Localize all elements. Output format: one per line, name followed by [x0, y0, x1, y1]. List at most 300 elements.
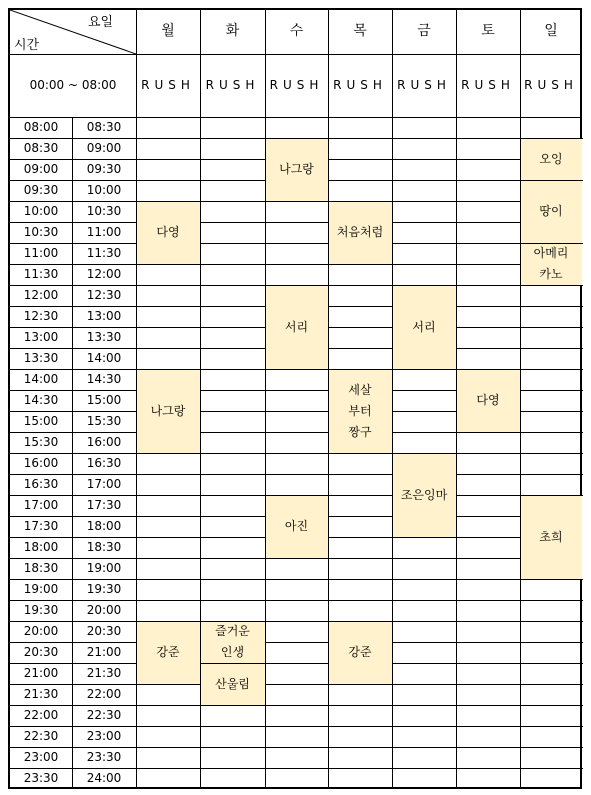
grid-line: [10, 264, 136, 265]
grid-line: [265, 726, 329, 727]
rush-cell: RUSH: [269, 78, 324, 92]
grid-line: [136, 495, 201, 496]
grid-line: [520, 180, 583, 181]
corner-time-label: 시간: [14, 38, 40, 53]
time-end: 11:30: [86, 246, 122, 260]
time-end: 24:00: [86, 771, 122, 785]
grid-line: [200, 579, 266, 580]
booking-cell: 다영: [456, 369, 520, 432]
grid-line: [265, 663, 329, 664]
grid-line: [520, 747, 583, 748]
time-start: 08:30: [23, 141, 59, 155]
grid-line: [200, 327, 266, 328]
grid-line: [136, 747, 201, 748]
grid-line: [265, 705, 329, 706]
grid-line: [520, 579, 583, 580]
grid-line: [10, 390, 136, 391]
grid-line: [328, 306, 393, 307]
corner-day-label: 요일: [88, 15, 114, 30]
grid-line: [10, 537, 136, 538]
grid-line: [265, 10, 266, 789]
time-end: 10:30: [86, 204, 122, 218]
grid-line: [265, 390, 329, 391]
grid-line: [136, 768, 201, 769]
grid-line: [10, 579, 136, 580]
time-end: 20:30: [86, 624, 122, 638]
grid-line: [392, 180, 457, 181]
grid-line: [456, 726, 521, 727]
time-start: 18:30: [23, 561, 59, 575]
grid-line: [136, 600, 201, 601]
grid-line: [10, 621, 136, 622]
time-end: 15:00: [86, 393, 122, 407]
grid-line: [520, 10, 521, 789]
time-end: 18:00: [86, 519, 122, 533]
grid-line: [136, 369, 201, 370]
grid-line: [10, 411, 136, 412]
booking-cell: 다영: [136, 201, 200, 264]
grid-line: [328, 579, 393, 580]
grid-line: [136, 579, 201, 580]
rush-cell: RUSH: [397, 78, 451, 92]
grid-line: [520, 726, 583, 727]
time-start: 12:30: [23, 309, 59, 323]
grid-line: [328, 726, 393, 727]
grid-line: [136, 537, 201, 538]
grid-line: [520, 663, 583, 664]
booking-cell: 아메리 카노: [520, 243, 582, 285]
grid-line: [456, 369, 521, 370]
grid-line: [456, 537, 521, 538]
time-end: 16:30: [86, 456, 122, 470]
booking-cell: 땅이: [520, 180, 582, 243]
grid-line: [328, 285, 393, 286]
grid-line: [265, 432, 329, 433]
grid-line: [456, 432, 521, 433]
grid-line: [265, 768, 329, 769]
grid-line: [328, 558, 393, 559]
grid-line: [10, 306, 136, 307]
grid-line: [456, 222, 521, 223]
grid-line: [200, 516, 266, 517]
grid-line: [136, 726, 201, 727]
time-start: 16:00: [23, 456, 59, 470]
grid-line: [200, 474, 266, 475]
grid-line: [520, 327, 583, 328]
time-start: 17:30: [23, 519, 59, 533]
grid-line: [200, 222, 266, 223]
day-header: 목: [353, 23, 367, 40]
grid-line: [328, 537, 393, 538]
time-end: 22:30: [86, 708, 122, 722]
time-start: 20:00: [23, 624, 59, 638]
grid-line: [392, 390, 457, 391]
grid-line: [328, 10, 329, 789]
grid-line: [10, 138, 136, 139]
grid-line: [392, 726, 457, 727]
grid-line: [520, 306, 583, 307]
time-start: 09:30: [23, 183, 59, 197]
time-end: 10:00: [86, 183, 122, 197]
rush-cell: RUSH: [141, 78, 195, 92]
grid-line: [456, 264, 521, 265]
grid-line: [200, 369, 266, 370]
grid-line: [520, 369, 583, 370]
time-end: 17:30: [86, 498, 122, 512]
grid-line: [456, 138, 521, 139]
grid-line: [10, 684, 136, 685]
grid-line: [200, 600, 266, 601]
time-start: 15:00: [23, 414, 59, 428]
grid-line: [392, 579, 457, 580]
grid-line: [136, 474, 201, 475]
grid-line: [456, 453, 521, 454]
grid-line: [328, 327, 393, 328]
grid-line: [265, 453, 329, 454]
grid-line: [392, 138, 457, 139]
time-end: 09:00: [86, 141, 122, 155]
grid-line: [265, 243, 329, 244]
grid-line: [328, 201, 393, 202]
grid-line: [328, 684, 393, 685]
grid-line: [328, 348, 393, 349]
time-end: 21:30: [86, 666, 122, 680]
time-start: 10:30: [23, 225, 59, 239]
day-header: 일: [544, 23, 558, 40]
grid-line: [200, 558, 266, 559]
grid-line: [392, 411, 457, 412]
grid-line: [456, 621, 521, 622]
grid-line: [456, 180, 521, 181]
grid-line: [456, 600, 521, 601]
day-header: 금: [417, 23, 431, 40]
grid-line: [265, 264, 329, 265]
grid-line: [136, 138, 201, 139]
time-start: 12:00: [23, 288, 59, 302]
booking-cell: 처음처럼: [328, 201, 392, 264]
grid-line: [10, 747, 136, 748]
time-end: 23:30: [86, 750, 122, 764]
grid-line: [136, 558, 201, 559]
grid-line: [456, 243, 521, 244]
grid-line: [520, 621, 583, 622]
grid-line: [456, 306, 521, 307]
grid-line: [328, 747, 393, 748]
booking-cell: 서리: [392, 285, 456, 369]
time-start: 18:00: [23, 540, 59, 554]
grid-line: [520, 138, 583, 139]
time-end: 12:00: [86, 267, 122, 281]
grid-line: [265, 474, 329, 475]
grid-line: [520, 768, 583, 769]
grid-line: [10, 600, 136, 601]
time-end: 22:00: [86, 687, 122, 701]
grid-line: [10, 705, 136, 706]
grid-line: [136, 306, 201, 307]
grid-line: [392, 705, 457, 706]
grid-line: [200, 726, 266, 727]
grid-line: [200, 747, 266, 748]
grid-line: [520, 453, 583, 454]
time-start: 13:00: [23, 330, 59, 344]
grid-line: [328, 474, 393, 475]
grid-line: [392, 453, 457, 454]
rush-cell: RUSH: [333, 78, 387, 92]
grid-line: [10, 432, 136, 433]
booking-cell: 산울림: [200, 663, 265, 705]
time-start: 14:30: [23, 393, 59, 407]
time-end: 18:30: [86, 540, 122, 554]
grid-line: [10, 369, 136, 370]
grid-line: [328, 159, 393, 160]
grid-line: [328, 600, 393, 601]
grid-line: [265, 621, 329, 622]
grid-line: [392, 537, 457, 538]
grid-line: [520, 390, 583, 391]
grid-line: [265, 684, 329, 685]
time-end: 15:30: [86, 414, 122, 428]
day-header: 토: [481, 23, 495, 40]
grid-line: [265, 369, 329, 370]
grid-line: [456, 705, 521, 706]
grid-line: [520, 600, 583, 601]
time-end: 13:30: [86, 330, 122, 344]
grid-line: [136, 180, 201, 181]
grid-line: [10, 453, 136, 454]
time-end: 16:00: [86, 435, 122, 449]
day-header: 화: [225, 23, 240, 40]
grid-line: [10, 117, 582, 118]
time-start: 10:00: [23, 204, 59, 218]
booking-cell: 강준: [328, 621, 392, 684]
grid-line: [328, 495, 393, 496]
booking-cell: 세살 부터 짱구: [328, 369, 392, 453]
grid-line: [10, 180, 136, 181]
grid-line: [136, 10, 137, 789]
time-end: 19:00: [86, 561, 122, 575]
grid-line: [265, 411, 329, 412]
grid-line: [200, 663, 266, 664]
grid-line: [136, 201, 201, 202]
grid-line: [136, 159, 201, 160]
grid-line: [136, 348, 201, 349]
grid-line: [520, 432, 583, 433]
grid-line: [200, 306, 266, 307]
rush-cell: RUSH: [461, 78, 515, 92]
grid-line: [265, 642, 329, 643]
time-start: 08:00: [23, 120, 59, 134]
booking-cell: 초희: [520, 495, 582, 579]
grid-line: [328, 369, 393, 370]
grid-line: [10, 474, 136, 475]
time-start: 19:00: [23, 582, 59, 596]
grid-line: [136, 327, 201, 328]
grid-line: [200, 243, 266, 244]
grid-line: [200, 348, 266, 349]
grid-line: [520, 684, 583, 685]
grid-line: [456, 10, 457, 789]
grid-line: [392, 600, 457, 601]
grid-line: [328, 180, 393, 181]
grid-line: [200, 264, 266, 265]
grid-line: [392, 747, 457, 748]
grid-line: [456, 474, 521, 475]
grid-line: [392, 663, 457, 664]
grid-line: [328, 705, 393, 706]
rush-cell: RUSH: [205, 78, 260, 92]
time-end: 13:00: [86, 309, 122, 323]
grid-line: [200, 180, 266, 181]
grid-line: [520, 642, 583, 643]
grid-line: [392, 159, 457, 160]
time-start: 17:00: [23, 498, 59, 512]
grid-line: [10, 54, 582, 55]
grid-line: [72, 117, 73, 789]
grid-line: [520, 243, 583, 244]
time-start: 19:30: [23, 603, 59, 617]
time-start: 16:30: [23, 477, 59, 491]
grid-line: [10, 327, 136, 328]
grid-line: [265, 222, 329, 223]
grid-line: [10, 222, 136, 223]
time-end: 14:00: [86, 351, 122, 365]
time-end: 14:30: [86, 372, 122, 386]
booking-cell: 아진: [265, 495, 328, 558]
rush-time-label: 00:00 ~ 08:00: [29, 78, 117, 92]
booking-cell: 조은잉마: [392, 453, 456, 537]
grid-line: [265, 600, 329, 601]
grid-line: [200, 138, 266, 139]
grid-line: [456, 558, 521, 559]
grid-line: [392, 432, 457, 433]
time-end: 21:00: [86, 645, 122, 659]
grid-line: [328, 138, 393, 139]
grid-line: [328, 621, 393, 622]
time-end: 11:00: [86, 225, 122, 239]
grid-line: [456, 495, 521, 496]
time-start: 23:00: [23, 750, 59, 764]
grid-line: [392, 243, 457, 244]
grid-line: [136, 264, 201, 265]
grid-line: [520, 474, 583, 475]
grid-line: [265, 201, 329, 202]
grid-line: [136, 516, 201, 517]
grid-line: [456, 516, 521, 517]
grid-line: [200, 621, 266, 622]
grid-line: [265, 495, 329, 496]
time-start: 21:30: [23, 687, 59, 701]
grid-line: [200, 705, 266, 706]
grid-line: [10, 159, 136, 160]
grid-line: [136, 621, 201, 622]
time-end: 19:30: [86, 582, 122, 596]
grid-line: [520, 411, 583, 412]
grid-line: [456, 327, 521, 328]
grid-line: [392, 201, 457, 202]
time-start: 11:00: [23, 246, 59, 260]
time-start: 22:30: [23, 729, 59, 743]
time-start: 21:00: [23, 666, 59, 680]
grid-line: [10, 558, 136, 559]
grid-line: [520, 705, 583, 706]
grid-line: [200, 768, 266, 769]
time-start: 14:00: [23, 372, 59, 386]
grid-line: [200, 453, 266, 454]
grid-line: [456, 663, 521, 664]
grid-line: [136, 705, 201, 706]
grid-line: [456, 285, 521, 286]
time-start: 20:30: [23, 645, 59, 659]
schedule-table: [8, 8, 582, 789]
grid-line: [10, 516, 136, 517]
grid-line: [136, 453, 201, 454]
grid-line: [456, 768, 521, 769]
booking-cell: 강준: [136, 621, 200, 684]
time-end: 23:00: [86, 729, 122, 743]
grid-line: [10, 642, 136, 643]
day-header: 수: [289, 23, 304, 40]
grid-line: [200, 285, 266, 286]
grid-line: [200, 10, 201, 789]
booking-cell: 즐거운 인생: [200, 621, 265, 663]
time-start: 15:30: [23, 435, 59, 449]
grid-line: [456, 747, 521, 748]
grid-line: [456, 579, 521, 580]
grid-line: [265, 285, 329, 286]
grid-line: [328, 453, 393, 454]
grid-line: [392, 684, 457, 685]
time-end: 20:00: [86, 603, 122, 617]
grid-line: [392, 285, 457, 286]
grid-line: [265, 138, 329, 139]
time-end: 17:00: [86, 477, 122, 491]
grid-line: [265, 747, 329, 748]
grid-line: [456, 159, 521, 160]
grid-line: [392, 264, 457, 265]
grid-line: [520, 285, 583, 286]
grid-line: [392, 621, 457, 622]
time-start: 13:30: [23, 351, 59, 365]
grid-line: [392, 768, 457, 769]
grid-line: [328, 516, 393, 517]
time-start: 11:30: [23, 267, 59, 281]
time-start: 23:30: [23, 771, 59, 785]
grid-line: [328, 768, 393, 769]
grid-line: [265, 558, 329, 559]
grid-line: [10, 201, 136, 202]
grid-line: [10, 768, 136, 769]
grid-line: [10, 495, 136, 496]
grid-line: [392, 558, 457, 559]
grid-line: [456, 684, 521, 685]
grid-line: [10, 285, 136, 286]
booking-cell: 나그랑: [136, 369, 200, 453]
grid-line: [328, 264, 393, 265]
time-end: 08:30: [86, 120, 122, 134]
grid-line: [200, 495, 266, 496]
grid-line: [200, 411, 266, 412]
grid-line: [200, 432, 266, 433]
grid-line: [10, 243, 136, 244]
grid-line: [392, 222, 457, 223]
grid-line: [392, 369, 457, 370]
grid-line: [200, 201, 266, 202]
time-start: 22:00: [23, 708, 59, 722]
grid-line: [10, 663, 136, 664]
grid-line: [200, 390, 266, 391]
grid-line: [456, 642, 521, 643]
grid-line: [136, 285, 201, 286]
